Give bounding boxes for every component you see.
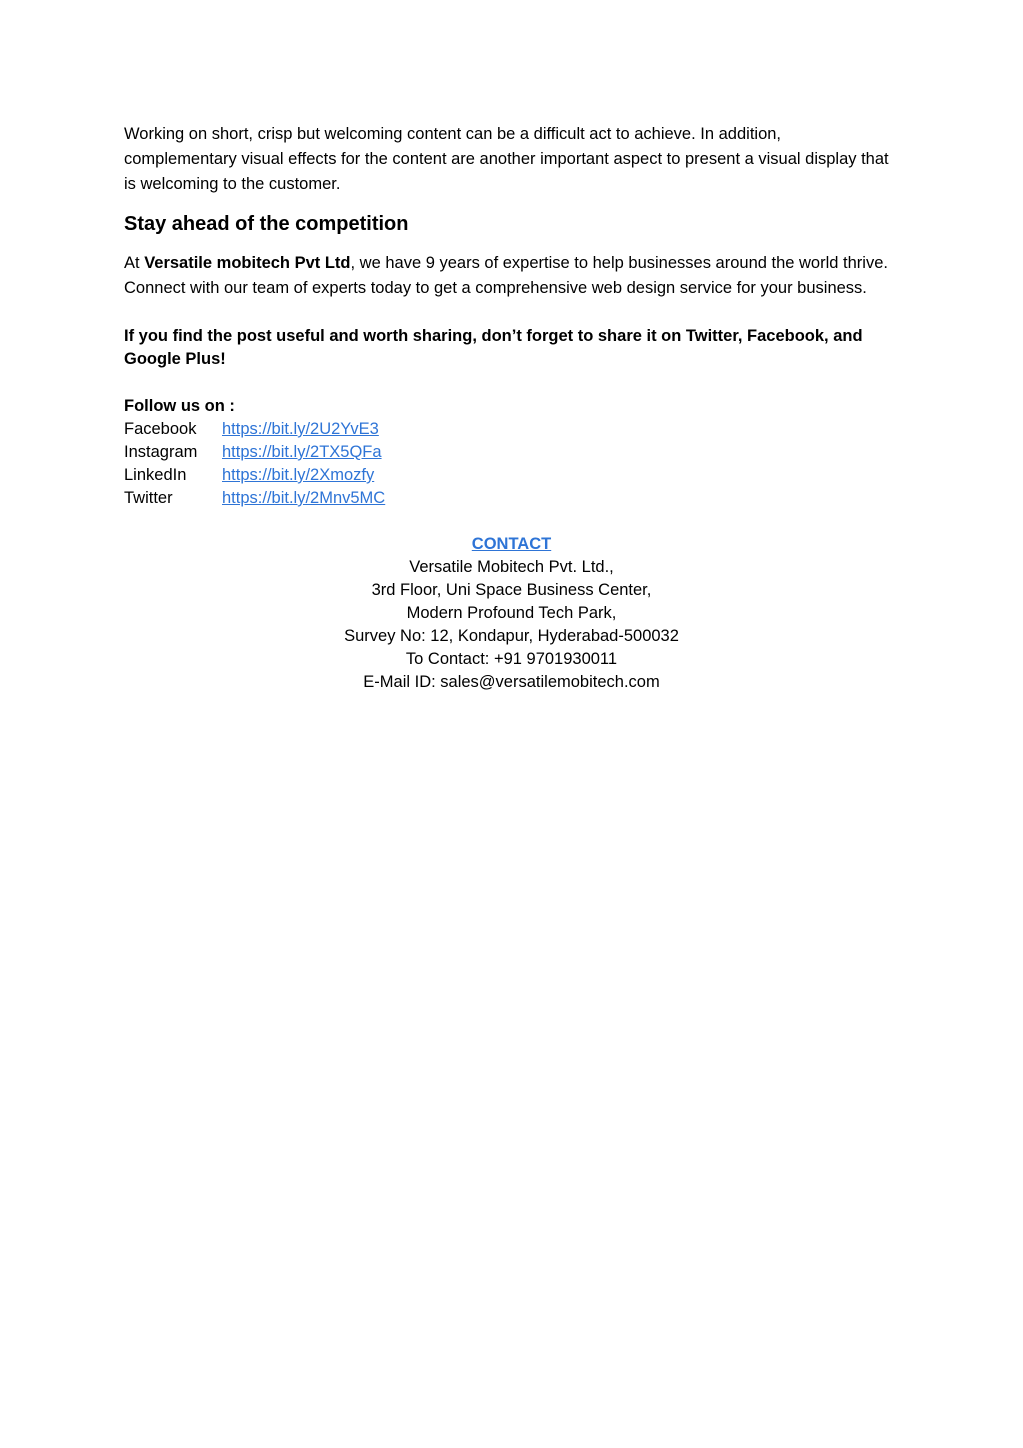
twitter-link[interactable]: https://bit.ly/2Mnv5MC	[222, 489, 386, 507]
contact-phone: To Contact: +91 9701930011	[405, 650, 618, 668]
about-prefix: At	[124, 254, 145, 272]
social-row-twitter	[124, 487, 894, 510]
contact-floor: 3rd Floor, Uni Space Business Center,	[371, 581, 652, 599]
contact-link[interactable]: CONTACT	[471, 535, 552, 553]
share-callout: If you find the post useful and worth sharing, don’t forget to share it on Twitter, Facebook, and Google Plus!	[124, 327, 863, 368]
contact-park: Modern Profound Tech Park,	[406, 604, 617, 622]
social-row-linkedin	[124, 464, 894, 487]
contact-block	[124, 533, 899, 694]
contact-address: Survey No: 12, Kondapur, Hyderabad-500032	[344, 627, 679, 645]
social-label-twitter: Twitter	[124, 489, 173, 507]
social-row-instagram	[124, 441, 894, 464]
facebook-link[interactable]: https://bit.ly/2U2YvE3	[222, 420, 379, 438]
linkedin-link[interactable]: https://bit.ly/2Xmozfy	[222, 466, 375, 484]
contact-email: E-Mail ID: sales@versatilemobitech.com	[363, 673, 660, 691]
follow-title: Follow us on :	[124, 397, 235, 415]
social-label-linkedin: LinkedIn	[124, 466, 187, 484]
about-paragraph	[124, 251, 894, 301]
contact-company: Versatile Mobitech Pvt. Ltd.,	[409, 558, 614, 576]
instagram-link[interactable]: https://bit.ly/2TX5QFa	[222, 443, 382, 461]
section-heading: Stay ahead of the competition	[124, 213, 409, 235]
social-label-instagram: Instagram	[124, 443, 198, 461]
document-page	[124, 122, 894, 694]
about-suffix: , we have 9 years of expertise to help businesses around the world thrive. Connect with our team of experts today to get a comprehensive web design service for your business.	[124, 254, 888, 297]
social-row-facebook	[124, 418, 894, 441]
intro-paragraph: Working on short, crisp but welcoming content can be a difficult act to achieve. In addition, complementary visual effects for the content are another important aspect to present a visual display that is welcoming to the customer.	[124, 125, 889, 193]
company-name: Versatile mobitech Pvt Ltd	[144, 254, 351, 272]
social-label-facebook: Facebook	[124, 420, 197, 438]
